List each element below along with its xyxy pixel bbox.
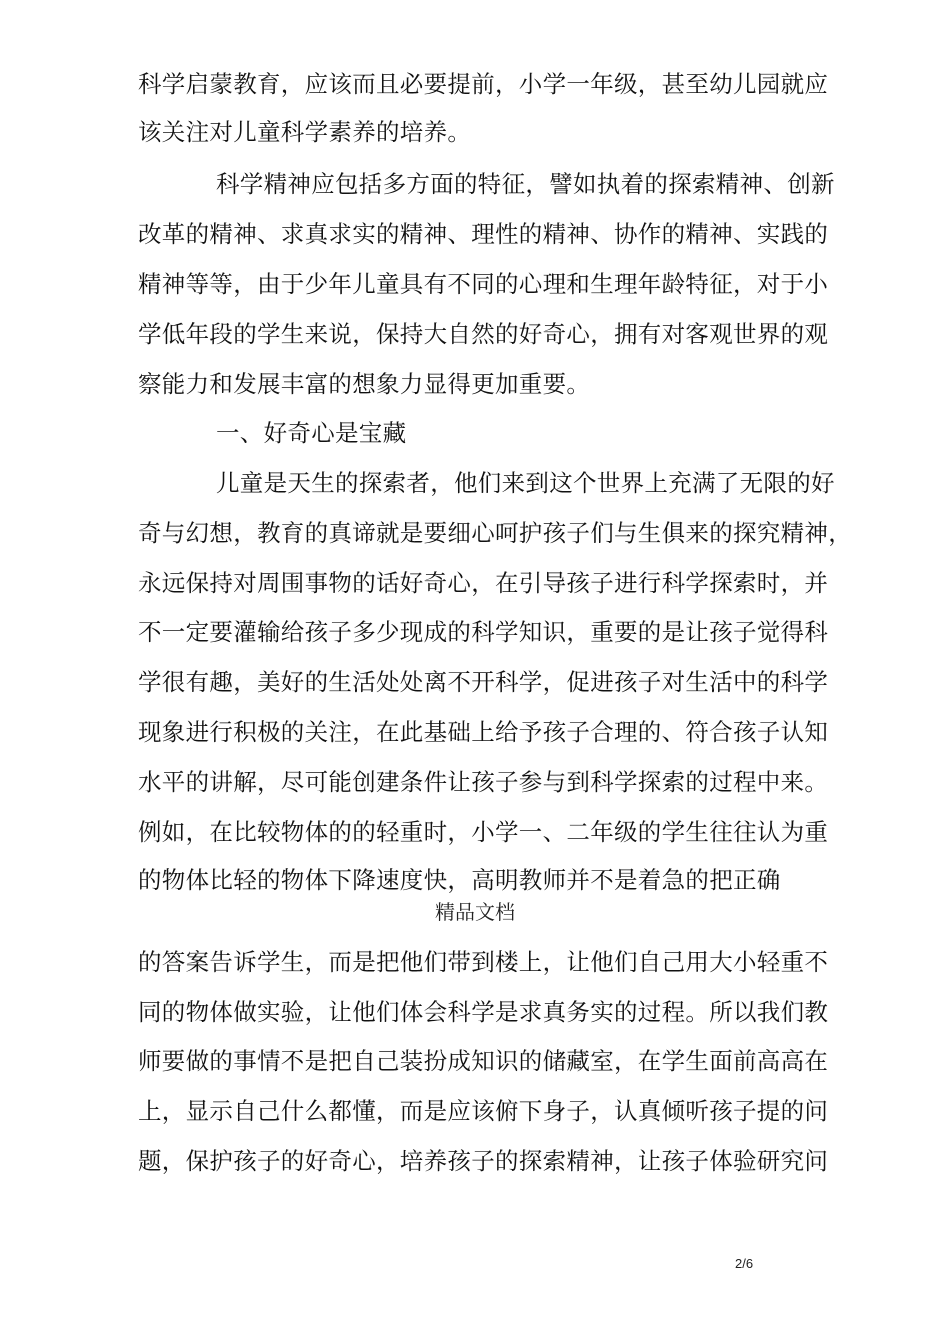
text-line: 的物体比轻的物体下降速度快，高明教师并不是着急的把正确: [138, 866, 781, 894]
text-line: 上，显示自己什么都懂，而是应该俯下身子，认真倾听孩子提的问: [138, 1097, 829, 1125]
text-line: 现象进行积极的关注，在此基础上给予孩子合理的、符合孩子认知: [138, 718, 829, 746]
text-line: 该关注对儿童科学素养的培养。: [138, 118, 472, 146]
text-line: 同的物体做实验，让他们体会科学是求真务实的过程。所以我们教: [138, 998, 829, 1026]
text-line: 精神等等，由于少年儿童具有不同的心理和生理年龄特征，对于小: [138, 270, 829, 298]
text-line: 的答案告诉学生，而是把他们带到楼上，让他们自己用大小轻重不: [138, 948, 829, 976]
text-line: 不一定要灌输给孩子多少现成的科学知识，重要的是让孩子觉得科: [138, 618, 829, 646]
text-line: 例如，在比较物体的的轻重时，小学一、二年级的学生往往认为重: [138, 818, 829, 846]
text-line: 学低年段的学生来说，保持大自然的好奇心，拥有对客观世界的观: [138, 320, 829, 348]
paragraph-start-line: 科学精神应包括多方面的特征，譬如执着的探索精神、创新: [216, 170, 835, 198]
text-line: 奇与幻想，教育的真谛就是要细心呵护孩子们与生俱来的探究精神，: [138, 519, 852, 547]
paragraph-start-line: 儿童是天生的探索者，他们来到这个世界上充满了无限的好: [216, 469, 835, 497]
text-line: 水平的讲解，尽可能创建条件让孩子参与到科学探索的过程中来。: [138, 768, 829, 796]
watermark-label: 精品文档: [435, 900, 515, 924]
section-heading: 一、好奇心是宝藏: [216, 419, 407, 447]
text-line: 永远保持对周围事物的话好奇心，在引导孩子进行科学探索时，并: [138, 569, 829, 597]
text-line: 学很有趣，美好的生活处处离不开科学，促进孩子对生活中的科学: [138, 668, 829, 696]
text-line: 改革的精神、求真求实的精神、理性的精神、协作的精神、实践的: [138, 220, 829, 248]
page-number: 2/6: [735, 1256, 754, 1271]
text-line: 察能力和发展丰富的想象力显得更加重要。: [138, 370, 591, 398]
text-line: 师要做的事情不是把自己装扮成知识的储藏室，在学生面前高高在: [138, 1047, 829, 1075]
text-line: 科学启蒙教育，应该而且必要提前，小学一年级，甚至幼儿园就应: [138, 70, 829, 98]
text-line: 题，保护孩子的好奇心，培养孩子的探索精神，让孩子体验研究问: [138, 1147, 829, 1175]
